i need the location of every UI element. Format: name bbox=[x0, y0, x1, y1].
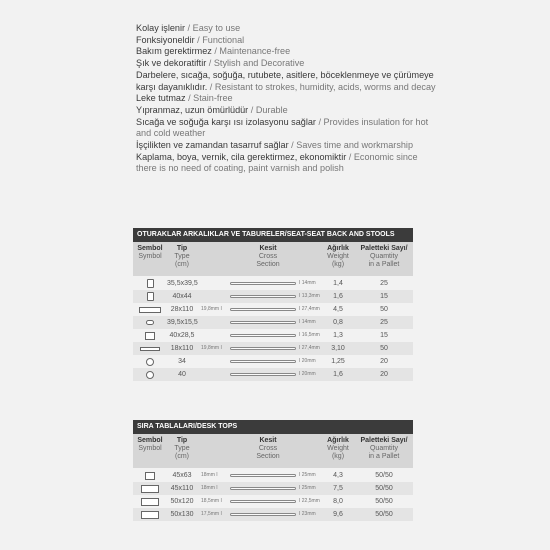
section-thickness: I 14mm bbox=[299, 319, 316, 325]
profile-symbol bbox=[146, 320, 154, 325]
weight-cell: 1,6 bbox=[333, 371, 343, 378]
profile-symbol bbox=[141, 485, 159, 493]
weight-cell: 8,0 bbox=[333, 498, 343, 505]
section-thickness: I 22,5mm bbox=[299, 498, 320, 504]
feature-en: Saves time and workmarship bbox=[296, 140, 413, 151]
weight-cell: 1,25 bbox=[331, 358, 345, 365]
weight-cell: 7,5 bbox=[333, 485, 343, 492]
feature-tr: Sıcağa ve soğuğa karşı ısı izolasyonu sağlar bbox=[136, 116, 316, 127]
feature-en: Stain-free bbox=[193, 93, 233, 104]
feature-item: Yıpranmaz, uzun ömürlüdür / Durable bbox=[136, 104, 288, 115]
header-weight: Ağırlık Weight (kg) bbox=[327, 437, 349, 460]
cross-section-profile bbox=[230, 308, 296, 311]
table-row bbox=[133, 508, 413, 521]
feature-tr: Şık ve dekoratiftir bbox=[136, 58, 207, 69]
section-width: 18mm I bbox=[201, 485, 218, 491]
profile-symbol bbox=[147, 292, 154, 301]
feature-item: Sıcağa ve soğuğa karşı ısı izolasyonu sağlar / Provides insulation for hot and cold weather bbox=[136, 116, 429, 139]
profile-symbol bbox=[141, 511, 159, 519]
type-cell: 50x120 bbox=[170, 498, 194, 505]
cross-section-profile bbox=[230, 334, 296, 337]
section-thickness: I 27,4mm bbox=[299, 345, 320, 351]
weight-cell: 3,10 bbox=[331, 345, 345, 352]
header-type: Tip Type (cm) bbox=[174, 437, 190, 460]
table-row bbox=[133, 342, 413, 355]
cross-section-profile bbox=[230, 347, 296, 350]
feature-en: Easy to use bbox=[192, 23, 241, 33]
header-pallet: Paletteki Sayı/ Quamtity in a Pallet bbox=[360, 245, 408, 268]
header-symbol: Sembol Symbol bbox=[137, 245, 163, 260]
feature-en: Provides insulation for hot and cold weather bbox=[136, 116, 429, 139]
pallet-qty-cell: 20 bbox=[380, 371, 388, 378]
feature-tr: Fonksiyoneldir bbox=[136, 34, 195, 45]
feature-tr: Leke tutmaz bbox=[136, 93, 186, 104]
cross-section-profile bbox=[230, 321, 296, 324]
feature-tr: İşçilikten ve zamandan tasarruf sağlar bbox=[136, 140, 289, 151]
type-cell: 40x44 bbox=[172, 293, 192, 300]
type-cell: 39,5x15,5 bbox=[167, 319, 198, 326]
profile-symbol bbox=[147, 279, 154, 288]
feature-en: Durable bbox=[255, 104, 288, 115]
cross-section-profile bbox=[230, 360, 296, 363]
feature-item: Kolay işlenir / Easy to use bbox=[136, 23, 241, 33]
profile-symbol bbox=[140, 347, 160, 351]
header-section: Kesit Cross Section bbox=[256, 437, 280, 460]
feature-item: Darbelere, sıcağa, soğuğa, rutubete, asitlere, böceklenmeye ve çürümeye karşı dayanıklıdır. / Resistant to strokes, humidity, acids, worms and decay bbox=[136, 69, 436, 92]
table2-title: SIRA TABLALARI/DESK TOPS bbox=[133, 420, 413, 434]
weight-cell: 4,3 bbox=[333, 472, 343, 479]
profile-symbol bbox=[141, 498, 159, 506]
profile-symbol bbox=[146, 371, 154, 379]
pallet-qty-cell: 25 bbox=[380, 319, 388, 326]
section-thickness: I 27,4mm bbox=[299, 306, 320, 312]
feature-en: Economic since there is no need of coating, paint varnish and polish bbox=[136, 151, 418, 174]
profile-symbol bbox=[146, 358, 154, 366]
cross-section-profile bbox=[230, 474, 296, 477]
section-width: 18,5mm I bbox=[201, 498, 222, 504]
feature-item: Fonksiyoneldir / Functional bbox=[136, 34, 245, 45]
table-row bbox=[133, 290, 413, 303]
feature-tr: Kolay işlenir bbox=[136, 23, 186, 33]
pallet-qty-cell: 50/50 bbox=[375, 498, 393, 505]
type-cell: 35,5x39,5 bbox=[167, 280, 198, 287]
pallet-qty-cell: 15 bbox=[380, 293, 388, 300]
section-thickness: I 23mm bbox=[299, 511, 316, 517]
section-thickness: I 13,3mm bbox=[299, 293, 320, 299]
pallet-qty-cell: 50/50 bbox=[375, 511, 393, 518]
section-thickness: I 20mm bbox=[299, 371, 316, 377]
type-cell: 45x63 bbox=[172, 472, 192, 479]
pallet-qty-cell: 50/50 bbox=[375, 472, 393, 479]
table-row bbox=[133, 277, 413, 290]
table-row bbox=[133, 482, 413, 495]
type-cell: 18x110 bbox=[170, 345, 194, 352]
pallet-qty-cell: 50 bbox=[380, 306, 388, 313]
section-width: 19,8mm I bbox=[201, 306, 222, 312]
section-thickness: I 25mm bbox=[299, 485, 316, 491]
pallet-qty-cell: 15 bbox=[380, 332, 388, 339]
header-symbol: Sembol Symbol bbox=[137, 437, 163, 452]
section-width: 18mm I bbox=[201, 472, 218, 478]
type-cell: 40 bbox=[178, 371, 186, 378]
table-row bbox=[133, 368, 413, 381]
feature-en: Resistant to strokes, humidity, acids, worms and decay bbox=[214, 81, 436, 92]
profile-symbol bbox=[139, 307, 161, 313]
cross-section-profile bbox=[230, 373, 296, 376]
table-row bbox=[133, 316, 413, 329]
cross-section-profile bbox=[230, 282, 296, 285]
feature-tr: Bakım gerektirmez bbox=[136, 46, 212, 57]
feature-tr: Kaplama, boya, vernik, cila gerektirmez, ekonomiktir bbox=[136, 151, 347, 162]
table-row bbox=[133, 355, 413, 368]
header-type: Tip Type (cm) bbox=[174, 245, 190, 268]
feature-item: Leke tutmaz / Stain-free bbox=[136, 93, 233, 104]
weight-cell: 1,6 bbox=[333, 293, 343, 300]
profile-symbol bbox=[145, 332, 155, 340]
feature-en: Maintenance-free bbox=[219, 46, 291, 57]
header-section: Kesit Cross Section bbox=[256, 245, 280, 268]
features-list bbox=[136, 23, 436, 175]
section-thickness: I 20mm bbox=[299, 358, 316, 364]
type-cell: 28x110 bbox=[170, 306, 194, 313]
section-width: 19,8mm I bbox=[201, 345, 222, 351]
section-thickness: I 14mm bbox=[299, 280, 316, 286]
weight-cell: 4,5 bbox=[333, 306, 343, 313]
section-thickness: I 16,5mm bbox=[299, 332, 320, 338]
pallet-qty-cell: 25 bbox=[380, 280, 388, 287]
header-weight: Ağırlık Weight (kg) bbox=[327, 245, 349, 268]
table2-header bbox=[133, 434, 413, 468]
type-cell: 50x130 bbox=[170, 511, 194, 518]
feature-item: Şık ve dekoratiftir / Stylish and Decorative bbox=[136, 58, 305, 69]
table1-title: OTURAKLAR ARKALIKLAR VE TABURELER/SEAT-SEAT BACK AND STOOLS bbox=[133, 228, 413, 242]
type-cell: 40x28,5 bbox=[169, 332, 195, 339]
pallet-qty-cell: 50 bbox=[380, 345, 388, 352]
feature-en: Functional bbox=[202, 34, 245, 45]
profile-symbol bbox=[145, 472, 155, 480]
cross-section-profile bbox=[230, 500, 296, 503]
section-thickness: I 25mm bbox=[299, 472, 316, 478]
table-row bbox=[133, 329, 413, 342]
feature-tr: Yıpranmaz, uzun ömürlüdür bbox=[136, 104, 249, 115]
weight-cell: 0,8 bbox=[333, 319, 343, 326]
cross-section-profile bbox=[230, 487, 296, 490]
table-row bbox=[133, 495, 413, 508]
table-row bbox=[133, 469, 413, 482]
feature-item: İşçilikten ve zamandan tasarruf sağlar / Saves time and workmarship bbox=[136, 140, 413, 151]
feature-en: Stylish and Decorative bbox=[213, 58, 305, 69]
cross-section-profile bbox=[230, 513, 296, 516]
weight-cell: 1,3 bbox=[333, 332, 343, 339]
type-cell: 34 bbox=[178, 358, 186, 365]
cross-section-profile bbox=[230, 295, 296, 298]
pallet-qty-cell: 20 bbox=[380, 358, 388, 365]
pallet-qty-cell: 50/50 bbox=[375, 485, 393, 492]
table-row bbox=[133, 303, 413, 316]
weight-cell: 9,6 bbox=[333, 511, 343, 518]
type-cell: 45x110 bbox=[170, 485, 194, 492]
feature-item: Kaplama, boya, vernik, cila gerektirmez, ekonomiktir / Economic since there is no need of coating, paint varnish and polish bbox=[136, 151, 418, 174]
section-width: 17,5mm I bbox=[201, 511, 222, 517]
weight-cell: 1,4 bbox=[333, 280, 343, 287]
feature-item: Bakım gerektirmez / Maintenance-free bbox=[136, 46, 291, 57]
table1-header bbox=[133, 242, 413, 276]
feature-tr: Darbelere, sıcağa, soğuğa, rutubete, asitlere, böceklenmeye ve çürümeye karşı dayanıklıdır. bbox=[136, 69, 434, 92]
header-pallet: Paletteki Sayı/ Quamtity in a Pallet bbox=[360, 437, 408, 460]
